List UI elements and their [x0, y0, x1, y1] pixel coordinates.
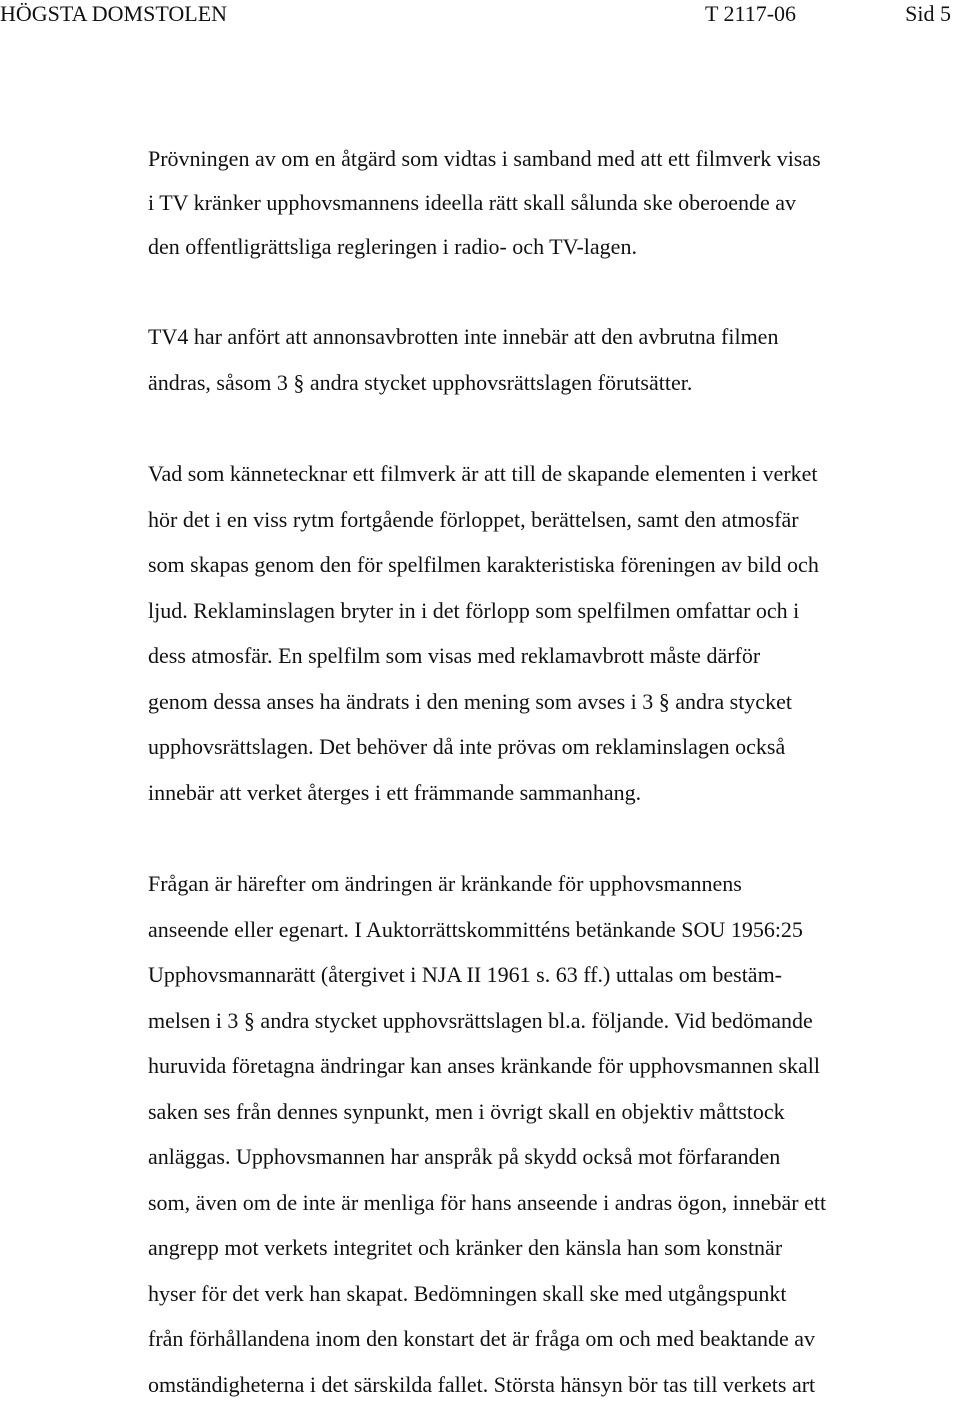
paragraph-3 — [148, 451, 960, 815]
paragraph-line: i TV kränker upphovsmannens ideella rätt skall sålunda ske oberoende av — [148, 181, 960, 225]
case-number: T 2117-06 — [705, 0, 796, 28]
paragraph-line: saken ses från dennes synpunkt, men i övrigt skall en objektiv måttstock — [148, 1089, 960, 1135]
paragraph-1 — [148, 137, 960, 269]
paragraph-line: TV4 har anfört att annonsavbrotten inte innebär att den avbrutna filmen — [148, 314, 960, 360]
paragraph-line: upphovsrättslagen. Det behöver då inte prövas om reklaminslagen också — [148, 724, 960, 770]
paragraph-line: hör det i en viss rytm fortgående förloppet, berättelsen, samt den atmosfär — [148, 497, 960, 543]
paragraph-line: melsen i 3 § andra stycket upphovsrättslagen bl.a. följande. Vid bedömande — [148, 998, 960, 1044]
document-body — [148, 137, 960, 1407]
paragraph-line: innebär att verket återges i ett främmande sammanhang. — [148, 770, 960, 816]
page-header — [0, 0, 960, 32]
paragraph-line: ljud. Reklaminslagen bryter in i det förlopp som spelfilmen omfattar och i — [148, 588, 960, 634]
paragraph-line: anläggas. Upphovsmannen har anspråk på skydd också mot förfaranden — [148, 1134, 960, 1180]
page-number: Sid 5 — [905, 0, 951, 28]
paragraph-2 — [148, 314, 960, 405]
paragraph-line: Frågan är härefter om ändringen är kränkande för upphovsmannens — [148, 861, 960, 907]
court-name: HÖGSTA DOMSTOLEN — [0, 0, 227, 28]
paragraph-line: omständigheterna i det särskilda fallet. Största hänsyn bör tas till verkets art — [148, 1362, 960, 1407]
paragraph-line: som, även om de inte är menliga för hans anseende i andras ögon, innebär ett — [148, 1180, 960, 1226]
paragraph-line: Vad som kännetecknar ett filmverk är att till de skapande elementen i verket — [148, 451, 960, 497]
paragraph-line: huruvida företagna ändringar kan anses kränkande för upphovsmannen skall — [148, 1043, 960, 1089]
paragraph-line: som skapas genom den för spelfilmen karakteristiska föreningen av bild och — [148, 542, 960, 588]
paragraph-line: ändras, såsom 3 § andra stycket upphovsrättslagen förutsätter. — [148, 360, 960, 406]
paragraph-line: Prövningen av om en åtgärd som vidtas i samband med att ett filmverk visas — [148, 137, 960, 181]
paragraph-line: från förhållandena inom den konstart det är fråga om och med beaktande av — [148, 1316, 960, 1362]
paragraph-line: den offentligrättsliga regleringen i radio- och TV-lagen. — [148, 225, 960, 269]
paragraph-line: hyser för det verk han skapat. Bedömningen skall ske med utgångspunkt — [148, 1271, 960, 1317]
paragraph-line: anseende eller egenart. I Auktorrättskommitténs betänkande SOU 1956:25 — [148, 907, 960, 953]
paragraph-line: Upphovsmannarätt (återgivet i NJA II 1961 s. 63 ff.) uttalas om bestäm- — [148, 952, 960, 998]
paragraph-4 — [148, 861, 960, 1407]
paragraph-line: angrepp mot verkets integritet och kränker den känsla han som konstnär — [148, 1225, 960, 1271]
paragraph-line: dess atmosfär. En spelfilm som visas med reklamavbrott måste därför — [148, 633, 960, 679]
paragraph-line: genom dessa anses ha ändrats i den mening som avses i 3 § andra stycket — [148, 679, 960, 725]
